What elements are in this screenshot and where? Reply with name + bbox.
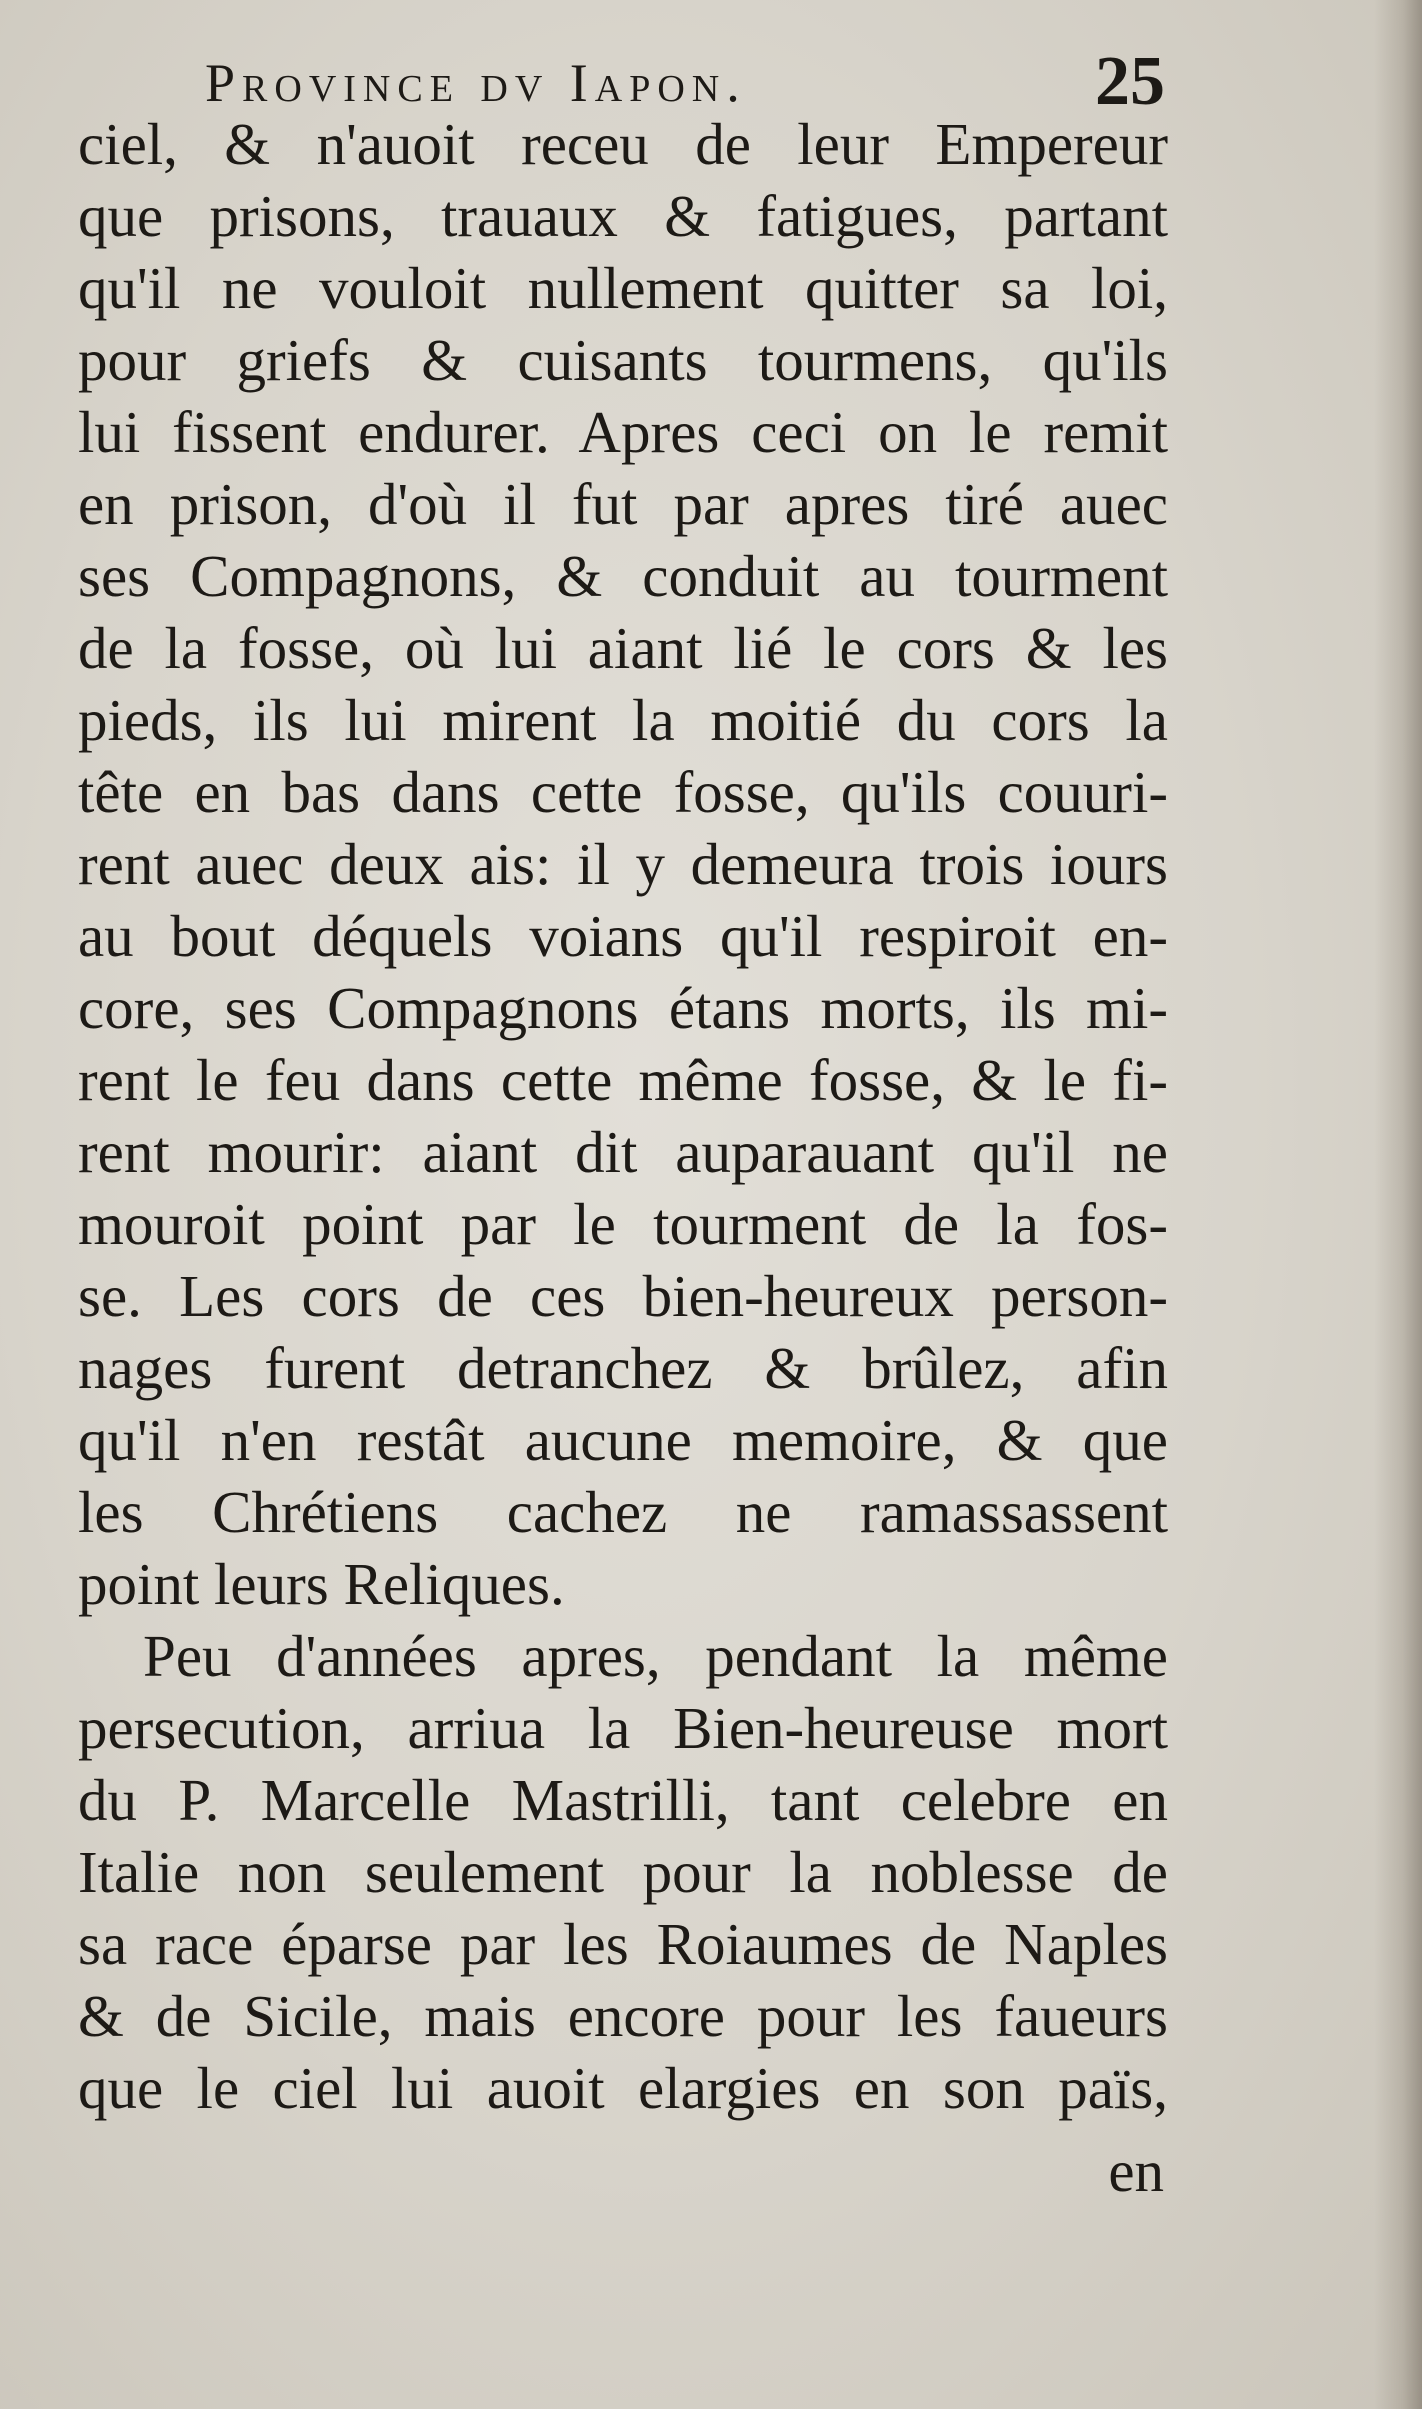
- text-line: au bout déquels voians qu'il respiroit en-: [78, 903, 1168, 969]
- text-line: nages furent detranchez & brûlez, afin: [78, 1335, 1168, 1401]
- running-head: Province dv Iapon.: [205, 53, 747, 113]
- text-line: rent mourir: aiant dit auparauant qu'il ne: [78, 1119, 1168, 1185]
- text-line: que le ciel lui auoit elargies en son païs,: [78, 2055, 1168, 2121]
- text-line: qu'il n'en restât aucune memoire, & que: [78, 1407, 1168, 1473]
- text-line: ses Compagnons, & conduit au tourment: [78, 543, 1168, 609]
- text-line: ciel, & n'auoit receu de leur Empereur: [78, 111, 1168, 177]
- text-line: de la fosse, où lui aiant lié le cors & les: [78, 615, 1168, 681]
- text-line: persecution, arriua la Bien-heureuse mort: [78, 1695, 1168, 1761]
- text-line: qu'il ne vouloit nullement quitter sa loi,: [78, 255, 1168, 321]
- text-line: mouroit point par le tourment de la fos-: [78, 1191, 1168, 1257]
- text-line: point leurs Reliques.: [78, 1551, 565, 1617]
- text-line: que prisons, trauaux & fatigues, partant: [78, 183, 1168, 249]
- catchword: en: [1108, 2138, 1164, 2204]
- text-line: pieds, ils lui mirent la moitié du cors la: [78, 687, 1168, 753]
- text-line: lui fissent endurer. Apres ceci on le remit: [78, 399, 1168, 465]
- text-line: tête en bas dans cette fosse, qu'ils couuri-: [78, 759, 1168, 825]
- text-line: en prison, d'où il fut par apres tiré auec: [78, 471, 1168, 537]
- paragraph-2: [78, 1620, 1168, 2124]
- text-line: rent auec deux ais: il y demeura trois iours: [78, 831, 1168, 897]
- text-line: se. Les cors de ces bien-heureux person-: [78, 1263, 1168, 1329]
- text-line: Peu d'années apres, pendant la même: [143, 1623, 1168, 1689]
- text-line: Italie non seulement pour la noblesse de: [78, 1839, 1168, 1905]
- body-text: [78, 108, 1168, 2124]
- page-number: 25: [1095, 43, 1165, 120]
- text-line: pour griefs & cuisants tourmens, qu'ils: [78, 327, 1168, 393]
- paragraph-1: [78, 108, 1168, 1620]
- text-line: & de Sicile, mais encore pour les faueurs: [78, 1983, 1168, 2049]
- text-line: sa race éparse par les Roiaumes de Naples: [78, 1911, 1168, 1977]
- text-line: du P. Marcelle Mastrilli, tant celebre en: [78, 1767, 1168, 1833]
- text-line: les Chrétiens cachez ne ramassassent: [78, 1479, 1168, 1545]
- page-gutter-shadow: [1374, 0, 1422, 2409]
- text-line: core, ses Compagnons étans morts, ils mi-: [78, 975, 1168, 1041]
- text-line: rent le feu dans cette même fosse, & le fi-: [78, 1047, 1168, 1113]
